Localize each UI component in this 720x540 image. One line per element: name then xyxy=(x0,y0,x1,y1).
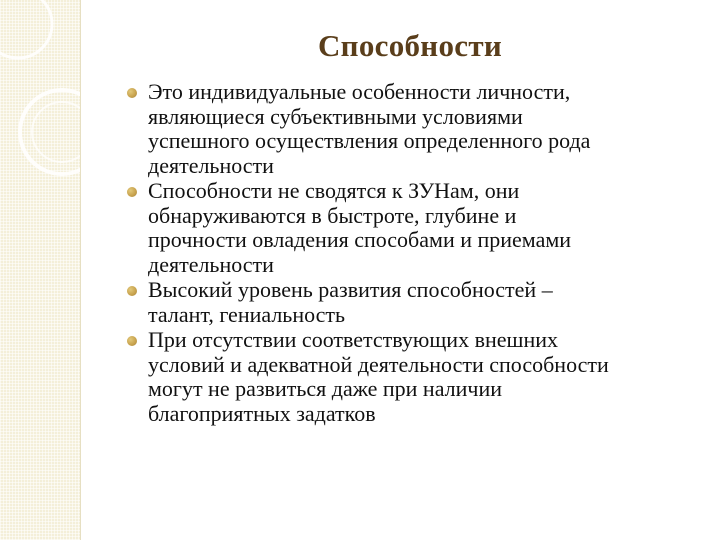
bullet-line: обнаруживаются в быстроте, глубине и xyxy=(148,202,517,228)
bullet-line: Высокий уровень развития способностей – xyxy=(148,277,553,302)
bullet-line: благоприятных задатков xyxy=(148,400,376,426)
bullet-line: Способности не сводятся к ЗУНам, они xyxy=(148,178,520,203)
bullet-item xyxy=(148,80,708,178)
bullet-line: являющиеся субъективными условиями xyxy=(148,103,523,129)
decorative-circles xyxy=(0,0,80,220)
bullet-line: прочности овладения способами и приемами xyxy=(148,227,572,252)
bullet-list xyxy=(148,80,708,427)
bullet-item xyxy=(148,328,708,426)
bullet-line: деятельности xyxy=(148,251,274,277)
bullet-line: талант, гениальность xyxy=(148,301,346,327)
bullet-line: При отсутствии соответствующих внешних xyxy=(148,327,558,352)
bullet-line: Это индивидуальные особенности личности, xyxy=(148,79,571,104)
bullet-icon xyxy=(127,187,137,197)
bullet-line: могут не развиться даже при наличии xyxy=(148,376,503,401)
bullet-item xyxy=(148,179,708,277)
bullet-line: успешного осуществления определенного рода xyxy=(148,128,591,153)
bullet-line: деятельности xyxy=(148,152,274,178)
bullet-icon xyxy=(127,88,137,98)
slide-title: Способности xyxy=(317,28,503,63)
bullet-icon xyxy=(127,286,137,296)
bullet-item xyxy=(148,278,708,327)
bullet-icon xyxy=(127,336,137,346)
bullet-line: условий и адекватной деятельности способности xyxy=(148,351,609,377)
